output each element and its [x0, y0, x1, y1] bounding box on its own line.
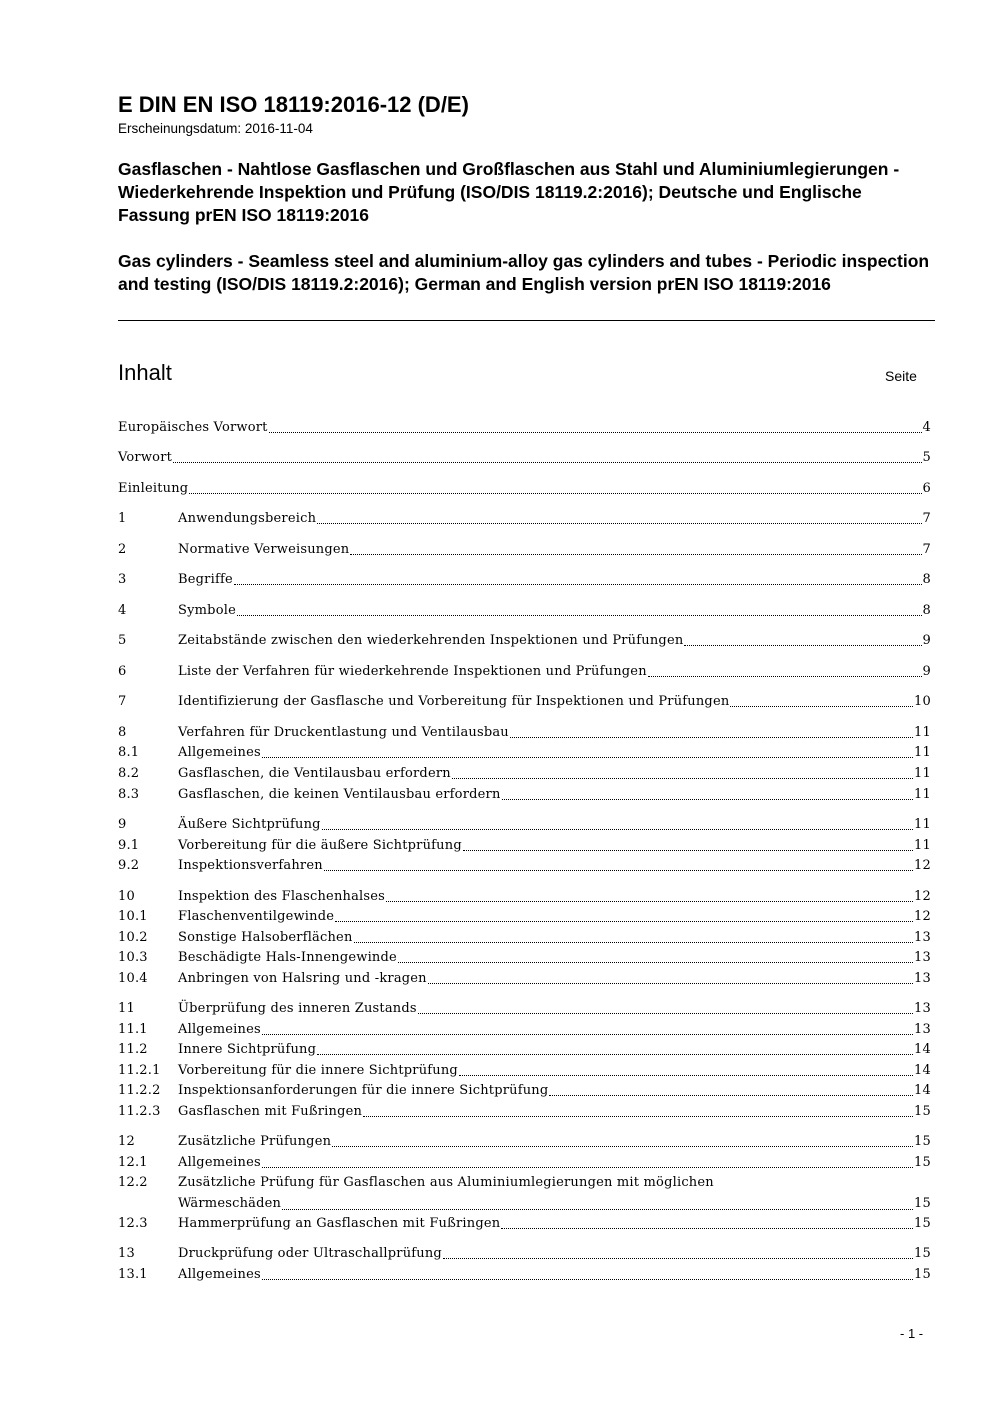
toc-entry-page: 7	[922, 511, 931, 526]
toc-entry-title: Europäisches Vorwort	[118, 420, 268, 435]
toc-dot-leader	[269, 432, 922, 433]
toc-dot-leader	[428, 983, 913, 984]
toc-entry[interactable]	[118, 968, 931, 988]
toc-entry-page: 11	[914, 725, 931, 740]
toc-entry-number: 12.2	[118, 1175, 148, 1190]
toc-entry-number: 11.1	[118, 1022, 148, 1037]
toc-dot-leader	[386, 901, 913, 902]
toc-entry-number: 10.4	[118, 971, 148, 986]
toc-dot-leader	[510, 737, 913, 738]
toc-entry-title: Innere Sichtprüfung	[178, 1042, 317, 1057]
toc-entry-page: 11	[914, 817, 931, 832]
toc-entry[interactable]	[118, 1172, 931, 1214]
toc-entry-title: Sonstige Halsoberflächen	[178, 930, 353, 945]
toc-entry-title: Druckprüfung oder Ultraschallprüfung	[178, 1246, 442, 1261]
toc-entry[interactable]	[118, 1213, 931, 1233]
toc-entry-title: Identifizierung der Gasflasche und Vorbereitung für Inspektionen und Prüfungen	[178, 694, 730, 709]
toc-entry-number: 11.2	[118, 1042, 148, 1057]
toc-dot-leader	[354, 942, 914, 943]
toc-entry-page: 15	[914, 1246, 931, 1261]
toc-entry[interactable]	[118, 906, 931, 926]
toc-entry-title: Gasflaschen, die keinen Ventilausbau erfordern	[178, 787, 501, 802]
toc-entry-title: Inspektion des Flaschenhalses	[178, 889, 386, 904]
toc-entry-page: 4	[922, 420, 931, 435]
toc-entry-page: 13	[914, 1001, 931, 1016]
page-number: - 1 -	[900, 1326, 924, 1341]
document-number: E DIN EN ISO 18119:2016-12 (D/E)	[118, 92, 469, 117]
toc-entry[interactable]	[118, 630, 931, 650]
toc-entry-number: 10	[118, 889, 135, 904]
issue-date-value: 2016-11-04	[244, 121, 313, 136]
toc-entry[interactable]	[118, 478, 931, 498]
toc-dot-leader	[549, 1095, 913, 1096]
toc-entry[interactable]	[118, 1243, 931, 1263]
toc-entry-title: Äußere Sichtprüfung	[178, 817, 321, 832]
toc-entry-number: 10.3	[118, 950, 148, 965]
toc-entry-page: 13	[914, 930, 931, 945]
toc-entry-page: 10	[914, 694, 931, 709]
toc-entry-number: 8.2	[118, 766, 140, 781]
toc-entry-number: 12.1	[118, 1155, 148, 1170]
toc-entry-page: 7	[922, 542, 931, 557]
toc-entry-title: Einleitung	[118, 481, 189, 496]
toc-entry-number: 6	[118, 664, 127, 679]
toc-entry-number: 8.3	[118, 787, 140, 802]
toc-dot-leader	[262, 1279, 913, 1280]
toc-entry-title: Zusätzliche Prüfungen	[178, 1134, 332, 1149]
toc-entry-title: Gasflaschen, die Ventilausbau erfordern	[178, 766, 451, 781]
toc-entry-page: 12	[914, 909, 931, 924]
toc-entry-title: Verfahren für Druckentlastung und Ventilausbau	[178, 725, 509, 740]
toc-entry-number: 10.1	[118, 909, 148, 924]
toc-dot-leader	[363, 1116, 913, 1117]
toc-entry-page: 15	[914, 1267, 931, 1282]
toc-entry-page: 6	[922, 481, 931, 496]
toc-entry-title: Allgemeines	[178, 1155, 261, 1170]
toc-dot-leader	[418, 1013, 913, 1014]
toc-dot-leader	[452, 778, 913, 779]
toc-entry-number: 12.3	[118, 1216, 148, 1231]
toc-entry-page: 8	[922, 572, 931, 587]
toc-dot-leader	[262, 1167, 913, 1168]
toc-entry-number: 11	[118, 1001, 135, 1016]
toc-entry[interactable]	[118, 1039, 931, 1059]
toc-entry[interactable]	[118, 1152, 931, 1172]
toc-dot-leader	[335, 921, 913, 922]
toc-entry-number: 1	[118, 511, 127, 526]
toc-entry[interactable]	[118, 927, 931, 947]
issue-date-label: Erscheinungsdatum:	[118, 121, 242, 136]
toc-entry-title: Überprüfung des inneren Zustands	[178, 1001, 417, 1016]
toc-entry-number: 13.1	[118, 1267, 148, 1282]
toc-entry-title: Allgemeines	[178, 1022, 261, 1037]
toc-entry-number: 11.2.3	[118, 1104, 161, 1119]
toc-entry[interactable]	[118, 600, 931, 620]
toc-entry[interactable]	[118, 947, 931, 967]
toc-dot-leader	[173, 462, 921, 463]
toc-entry[interactable]	[118, 447, 931, 467]
toc-entry-page: 15	[914, 1104, 931, 1119]
toc-dot-leader	[262, 757, 913, 758]
toc-entry-title-continued: Wärmeschäden	[178, 1196, 282, 1211]
toc-entry-page: 12	[914, 889, 931, 904]
toc-entry-number: 9.1	[118, 838, 140, 853]
toc-entry-page: 13	[914, 1022, 931, 1037]
toc-entry-page: 11	[914, 766, 931, 781]
toc-dot-leader	[282, 1209, 913, 1210]
toc-dot-leader	[317, 523, 921, 524]
toc-entry-page: 15	[914, 1196, 931, 1211]
toc-dot-leader	[501, 1228, 913, 1229]
toc-page-column-label: Seite	[885, 368, 917, 384]
toc-entry[interactable]	[118, 1131, 931, 1151]
toc-entry-title: Liste der Verfahren für wiederkehrende Inspektionen und Prüfungen	[178, 664, 647, 679]
toc-entry-title: Zeitabstände zwischen den wiederkehrenden Inspektionen und Prüfungen	[178, 633, 684, 648]
toc-entry[interactable]	[118, 569, 931, 589]
toc-dot-leader	[322, 829, 913, 830]
toc-entry-number: 11.2.2	[118, 1083, 161, 1098]
toc-entry-title: Flaschenventilgewinde	[178, 909, 335, 924]
toc-entry-page: 11	[914, 745, 931, 760]
toc-entry-title: Inspektionsanforderungen für die innere Sichtprüfung	[178, 1083, 549, 1098]
toc-entry[interactable]	[118, 886, 931, 906]
toc-dot-leader	[189, 493, 921, 494]
toc-dot-leader	[332, 1146, 913, 1147]
toc-entry-number: 5	[118, 633, 127, 648]
toc-entry-number: 11.2.1	[118, 1063, 161, 1078]
toc-entry-number: 12	[118, 1134, 135, 1149]
toc-dot-leader	[234, 584, 922, 585]
toc-entry[interactable]	[118, 417, 931, 437]
toc-entry-page: 15	[914, 1134, 931, 1149]
toc-entry[interactable]	[118, 661, 931, 681]
toc-entry-page: 12	[914, 858, 931, 873]
toc-entry-title: Normative Verweisungen	[178, 542, 350, 557]
toc-entry-title: Vorbereitung für die äußere Sichtprüfung	[178, 838, 462, 853]
toc-entry-title: Allgemeines	[178, 745, 261, 760]
toc-entry-number: 9	[118, 817, 127, 832]
toc-entry-title: Vorwort	[118, 450, 173, 465]
toc-entry-page: 15	[914, 1155, 931, 1170]
toc-heading: Inhalt	[118, 360, 172, 385]
toc-dot-leader	[350, 554, 921, 555]
toc-entry-page: 14	[914, 1063, 931, 1078]
toc-entry-title: Allgemeines	[178, 1267, 261, 1282]
toc-entry-title: Inspektionsverfahren	[178, 858, 323, 873]
toc-entry-page: 8	[922, 603, 931, 618]
toc-dot-leader	[463, 850, 913, 851]
toc-entry-title: Anwendungsbereich	[178, 511, 317, 526]
toc-entry[interactable]	[118, 855, 931, 875]
toc-entry[interactable]	[118, 691, 931, 711]
toc-dot-leader	[443, 1258, 913, 1259]
toc-entry[interactable]	[118, 835, 931, 855]
toc-entry-page: 13	[914, 971, 931, 986]
toc-dot-leader	[262, 1034, 913, 1035]
toc-entry-number: 13	[118, 1246, 135, 1261]
toc-entry[interactable]	[118, 539, 931, 559]
toc-entry[interactable]	[118, 763, 931, 783]
toc-entry[interactable]	[118, 1019, 931, 1039]
toc-entry-title: Hammerprüfung an Gasflaschen mit Fußringen	[178, 1216, 501, 1231]
toc-entry-page: 14	[914, 1083, 931, 1098]
toc-entry-number: 7	[118, 694, 127, 709]
toc-dot-leader	[459, 1075, 913, 1076]
toc-entry[interactable]	[118, 814, 931, 834]
toc-dot-leader	[648, 676, 922, 677]
toc-dot-leader	[237, 615, 922, 616]
toc-entry-title: Zusätzliche Prüfung für Gasflaschen aus Aluminiumlegierungen mit möglichen	[178, 1175, 714, 1190]
toc-dot-leader	[730, 706, 913, 707]
toc-entry-number: 3	[118, 572, 127, 587]
toc-dot-leader	[502, 799, 914, 800]
toc-entry-number: 10.2	[118, 930, 148, 945]
toc-dot-leader	[317, 1054, 913, 1055]
toc-entry[interactable]	[118, 998, 931, 1018]
toc-entry-title: Vorbereitung für die innere Sichtprüfung	[178, 1063, 458, 1078]
toc-entry[interactable]	[118, 742, 931, 762]
title-divider	[118, 320, 935, 321]
toc-dot-leader	[684, 645, 921, 646]
toc-entry-number: 9.2	[118, 858, 140, 873]
title-german: Gasflaschen - Nahtlose Gasflaschen und Großflaschen aus Stahl und Aluminiumlegierungen - Wiederkehrende Inspektion und Prüfung (ISO/DIS 18119.2:2016); Deutsche und Englische Fassung prEN ISO 18119:2016	[118, 159, 900, 225]
toc-entry[interactable]	[118, 1264, 931, 1284]
toc-entry-title: Symbole	[178, 603, 236, 618]
toc-entry-number: 4	[118, 603, 127, 618]
toc-entry[interactable]	[118, 784, 931, 804]
toc-entry-page: 14	[914, 1042, 931, 1057]
toc-entry[interactable]	[118, 722, 931, 742]
toc-entry-title: Gasflaschen mit Fußringen	[178, 1104, 363, 1119]
toc-dot-leader	[398, 962, 913, 963]
toc-entry-page: 9	[922, 633, 931, 648]
toc-entry-title: Beschädigte Hals-Innengewinde	[178, 950, 397, 965]
issue-date-line	[118, 121, 313, 136]
toc-entry-title: Anbringen von Halsring und -kragen	[178, 971, 427, 986]
toc-entry-page: 13	[914, 950, 931, 965]
toc-entry-page: 11	[914, 838, 931, 853]
toc-entry-page: 9	[922, 664, 931, 679]
toc-entry-page: 5	[922, 450, 931, 465]
toc-entry-page: 11	[914, 787, 931, 802]
toc-entry-page: 15	[914, 1216, 931, 1231]
toc-entry-number: 8	[118, 725, 127, 740]
toc-dot-leader	[324, 870, 913, 871]
toc-entry-number: 2	[118, 542, 127, 557]
toc-entry-title: Begriffe	[178, 572, 233, 587]
toc-entry[interactable]	[118, 1101, 931, 1121]
toc-entry-number: 8.1	[118, 745, 140, 760]
toc-entry[interactable]	[118, 1060, 931, 1080]
toc-entry[interactable]	[118, 508, 931, 528]
toc-entry[interactable]	[118, 1080, 931, 1100]
title-english: Gas cylinders - Seamless steel and aluminium-alloy gas cylinders and tubes - Periodic inspection and testing (ISO/DIS 18119.2:2016); German and English version prEN ISO 18119:2016	[118, 251, 930, 294]
